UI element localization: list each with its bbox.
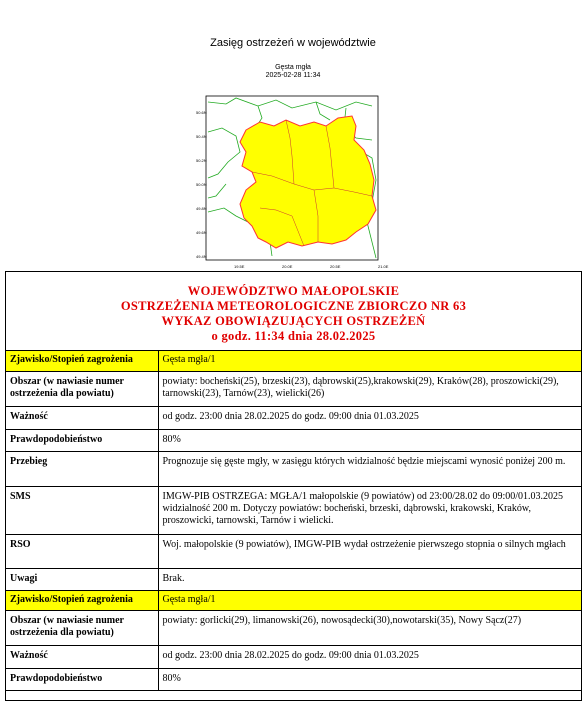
- row-value: powiaty: bocheński(25), brzeski(23), dąbrowski(25),krakowski(29), Kraków(28), proszowicki(29), tarnowski(23), Tarnów(23), wielicki(26): [158, 371, 581, 406]
- row-value: Woj. małopolskie (9 powiatów), IMGW-PIB wydał ostrzeżenie pierwszego stopnia o silnych mgłach: [158, 534, 581, 568]
- table-row: [6, 429, 581, 451]
- table-row: [6, 668, 581, 690]
- lat-tick-label: 49.4N: [196, 254, 207, 259]
- lat-tick-label: 49.6N: [196, 230, 207, 235]
- warnings-table: [6, 351, 581, 691]
- lon-axis: [234, 264, 389, 269]
- header-bulletin-number: OSTRZEŻENIA METEOROLOGICZNE ZBIORCZO NR 63: [120, 299, 467, 313]
- table-row: [6, 590, 581, 610]
- lat-axis: [196, 110, 207, 259]
- row-value: Prognozuje się gęste mgły, w zasięgu których widzialność będzie miejscami wynosić poniżej 200 m.: [158, 451, 581, 486]
- row-value: Gęsta mgła/1: [158, 351, 581, 371]
- row-label: Przebieg: [6, 451, 158, 486]
- row-label: RSO: [6, 534, 158, 568]
- lon-tick-label: 20.0E: [282, 264, 293, 269]
- table-row: [6, 451, 581, 486]
- row-value: 80%: [158, 668, 581, 690]
- lon-tick-label: 19.5E: [234, 264, 245, 269]
- row-label: Zjawisko/Stopień zagrożenia: [6, 351, 158, 371]
- lat-tick-label: 49.8N: [196, 206, 207, 211]
- table-row: [6, 645, 581, 668]
- row-label: Obszar (w nawiasie numer ostrzeżenia dla powiatu): [6, 371, 158, 406]
- row-value: od godz. 23:00 dnia 28.02.2025 do godz. 09:00 dnia 01.03.2025: [158, 645, 581, 668]
- row-value: od godz. 23:00 dnia 28.02.2025 do godz. 09:00 dnia 01.03.2025: [158, 406, 581, 429]
- row-label: Prawdopodobieństwo: [6, 668, 158, 690]
- table-row: [6, 610, 581, 645]
- page-title: Zasięg ostrzeżeń w województwie: [210, 37, 376, 49]
- document-header: [6, 272, 581, 351]
- header-issue-time: o godz. 11:34 dnia 28.02.2025: [211, 329, 376, 343]
- table-row: [6, 534, 581, 568]
- table-row: [6, 568, 581, 590]
- row-label: Ważność: [6, 645, 158, 668]
- table-row: [6, 371, 581, 406]
- row-value: powiaty: gorlicki(29), limanowski(26), nowosądecki(30),nowotarski(35), Nowy Sącz(27): [158, 610, 581, 645]
- row-label: Zjawisko/Stopień zagrożenia: [6, 590, 158, 610]
- row-label: Prawdopodobieństwo: [6, 429, 158, 451]
- lat-tick-label: 50.6N: [196, 110, 207, 115]
- row-value: IMGW-PIB OSTRZEGA: MGŁA/1 małopolskie (9 powiatów) od 23:00/28.02 do 09:00/01.03.2025 widzialność 200 m. Dotyczy powiatów: bocheński, brzeski, dąbrowski, krakowski, Kraków, proszowicki, tarnowski, Tarnów i wielicki.: [158, 486, 581, 534]
- map-warning-name: Gęsta mgła: [275, 64, 311, 71]
- header-voivodeship: WOJEWÓDZTWO MAŁOPOLSKIE: [187, 284, 400, 298]
- lat-tick-label: 50.2N: [196, 158, 207, 163]
- row-label: Uwagi: [6, 568, 158, 590]
- lon-tick-label: 20.5E: [330, 264, 341, 269]
- table-row: [6, 486, 581, 534]
- map-timestamp: 2025-02-28 11:34: [265, 72, 321, 79]
- warning-document: [5, 271, 582, 701]
- row-label: Ważność: [6, 406, 158, 429]
- lat-tick-label: 50.4N: [196, 134, 207, 139]
- table-row: [6, 351, 581, 371]
- lat-tick-label: 50.0N: [196, 182, 207, 187]
- row-value: Gęsta mgła/1: [158, 590, 581, 610]
- row-label: Obszar (w nawiasie numer ostrzeżenia dla powiatu): [6, 610, 158, 645]
- row-value: 80%: [158, 429, 581, 451]
- lon-tick-label: 21.0E: [378, 264, 389, 269]
- warning-map: [196, 92, 389, 270]
- header-list-title: WYKAZ OBOWIĄZUJĄCYCH OSTRZEŻEŃ: [161, 314, 426, 328]
- row-value: Brak.: [158, 568, 581, 590]
- table-row: [6, 406, 581, 429]
- row-label: SMS: [6, 486, 158, 534]
